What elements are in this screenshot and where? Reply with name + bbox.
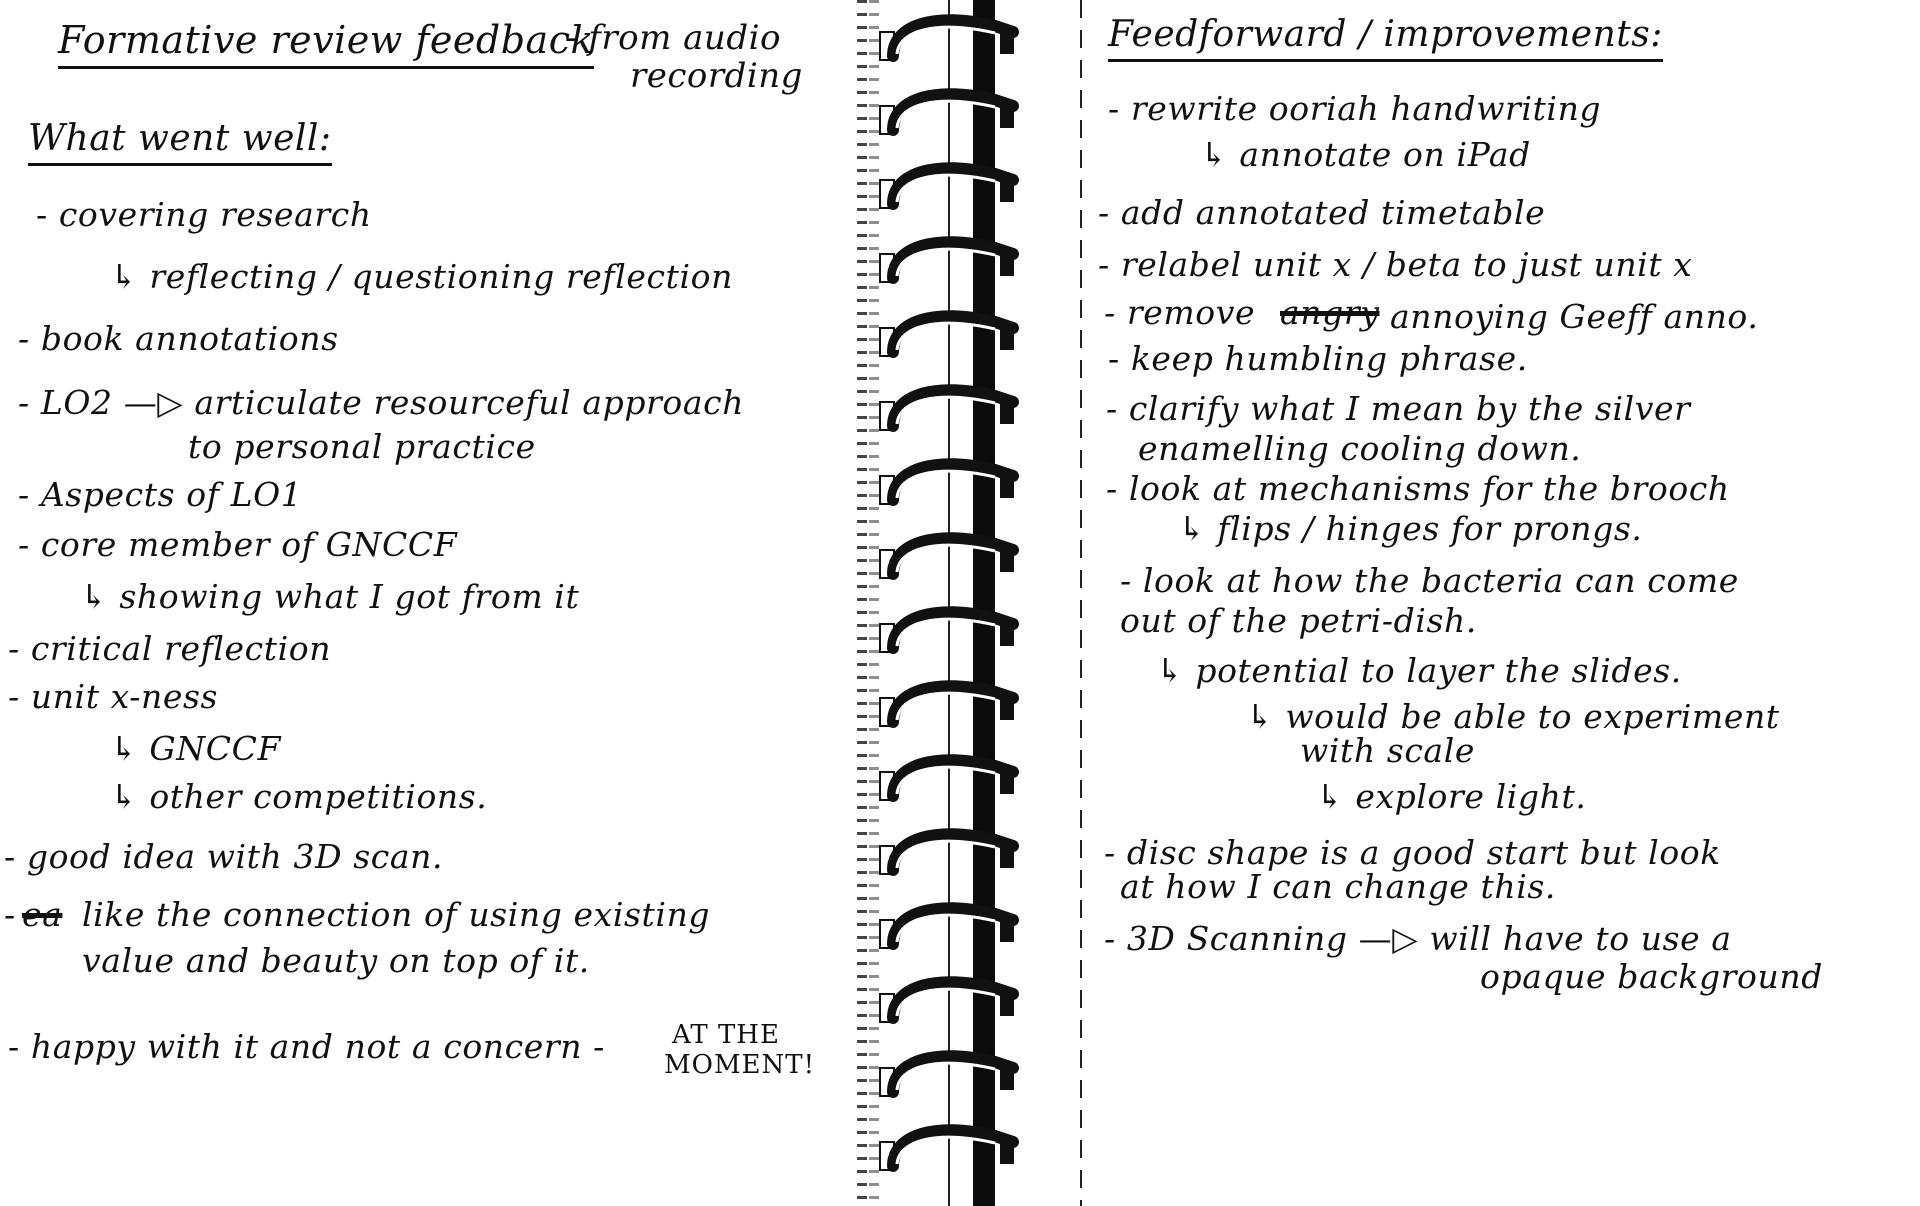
binding-ring bbox=[880, 982, 1014, 1022]
ring-arc bbox=[893, 612, 1013, 648]
list-item: like the connection of using existing bbox=[82, 895, 711, 934]
ring-tail bbox=[1000, 620, 1014, 646]
list-item: - clarify what I mean by the silver bbox=[1106, 389, 1691, 428]
list-item: - look at mechanisms for the brooch bbox=[1106, 469, 1730, 508]
ring-arc bbox=[893, 538, 1013, 574]
spiral-binding bbox=[845, 0, 1095, 1206]
ring-arc bbox=[893, 20, 1013, 56]
list-item: - happy with it and not a concern - bbox=[8, 1027, 605, 1066]
ring-arc bbox=[893, 1130, 1013, 1166]
list-item: opaque background bbox=[1480, 957, 1823, 996]
binding-ring bbox=[880, 908, 1014, 948]
ring-tail bbox=[1000, 916, 1014, 942]
ring-arc bbox=[893, 908, 1013, 944]
left-page bbox=[0, 0, 850, 1206]
list-item: - add annotated timetable bbox=[1098, 193, 1546, 232]
list-item: - critical reflection bbox=[8, 629, 332, 668]
list-item: with scale bbox=[1300, 731, 1475, 770]
binding-ring bbox=[880, 316, 1014, 356]
list-item: - keep humbling phrase. bbox=[1108, 339, 1528, 378]
binding-ring bbox=[880, 1056, 1014, 1096]
ring-arc bbox=[893, 316, 1013, 352]
moment-note-line1: AT THE bbox=[672, 1020, 780, 1050]
ring-tail bbox=[1000, 176, 1014, 202]
list-item: at how I can change this. bbox=[1120, 867, 1557, 906]
list-item: ↳ GNCCF bbox=[110, 729, 281, 768]
right-page bbox=[1090, 0, 1920, 1206]
binding-ring bbox=[880, 760, 1014, 800]
ring-arc bbox=[893, 760, 1013, 796]
list-item: ↳ flips / hinges for prongs. bbox=[1178, 509, 1643, 548]
list-item: to personal practice bbox=[188, 427, 536, 466]
list-item: - LO2 —▷ articulate resourceful approach bbox=[18, 383, 745, 422]
struck-word: angry bbox=[1280, 293, 1380, 332]
list-item: ↳ other competitions. bbox=[110, 777, 488, 816]
ring-arc bbox=[893, 464, 1013, 500]
binding-ring bbox=[880, 834, 1014, 874]
ring-tail bbox=[1000, 546, 1014, 572]
page-subtitle-line1: - from audio bbox=[565, 18, 781, 58]
ring-tail bbox=[1000, 324, 1014, 350]
list-item: - unit x-ness bbox=[8, 677, 219, 716]
list-item: - good idea with 3D scan. bbox=[4, 837, 444, 876]
binding-ring bbox=[880, 20, 1014, 60]
ring-tail bbox=[1000, 1064, 1014, 1090]
binding-ring bbox=[880, 168, 1014, 208]
list-item: - core member of GNCCF bbox=[18, 525, 458, 564]
section-heading-went-well: What went well: bbox=[28, 118, 332, 166]
ring-arc bbox=[893, 686, 1013, 722]
ring-tail bbox=[1000, 1138, 1014, 1164]
moment-note-line2: MOMENT! bbox=[664, 1050, 816, 1080]
list-item: - 3D Scanning —▷ will have to use a bbox=[1104, 919, 1732, 958]
list-item: ↳ would be able to experiment bbox=[1246, 697, 1780, 736]
ring-arc bbox=[893, 834, 1013, 870]
ring-tail bbox=[1000, 28, 1014, 54]
list-item: ↳ annotate on iPad bbox=[1200, 135, 1531, 174]
binding-ring bbox=[880, 612, 1014, 652]
list-item: - rewrite ooriah handwriting bbox=[1108, 89, 1602, 128]
list-item: ↳ showing what I got from it bbox=[80, 577, 580, 616]
ring-arc bbox=[893, 390, 1013, 426]
ring-tail bbox=[1000, 398, 1014, 424]
binding-ring bbox=[880, 1130, 1014, 1170]
ring-tail bbox=[1000, 990, 1014, 1016]
binding-ring bbox=[880, 538, 1014, 578]
binding-ring bbox=[880, 390, 1014, 430]
page-subtitle-line2: recording bbox=[630, 56, 803, 96]
ring-tail bbox=[1000, 102, 1014, 128]
ring-arc bbox=[893, 982, 1013, 1018]
list-item: - Aspects of LO1 bbox=[18, 475, 303, 514]
ring-tail bbox=[1000, 250, 1014, 276]
list-item: ↳ potential to layer the slides. bbox=[1156, 651, 1682, 690]
list-item: - disc shape is a good start but look bbox=[1104, 833, 1721, 872]
list-item: out of the petri-dish. bbox=[1120, 601, 1477, 640]
list-item-bullet: - bbox=[4, 895, 16, 934]
list-item: annoying Geeff anno. bbox=[1390, 297, 1759, 336]
list-item: - covering research bbox=[36, 195, 372, 234]
ring-arc bbox=[893, 242, 1013, 278]
struck-word: ea bbox=[22, 895, 63, 934]
ring-tail bbox=[1000, 694, 1014, 720]
list-item: - book annotations bbox=[18, 319, 339, 358]
binding-ring bbox=[880, 94, 1014, 134]
list-item: ↳ reflecting / questioning reflection bbox=[110, 257, 733, 296]
list-item: - remove bbox=[1104, 293, 1256, 332]
list-item: value and beauty on top of it. bbox=[82, 941, 590, 980]
list-item: ↳ explore light. bbox=[1316, 777, 1587, 816]
page-title: Formative review feedback bbox=[58, 18, 594, 69]
ring-tail bbox=[1000, 842, 1014, 868]
list-item: - look at how the bacteria can come bbox=[1120, 561, 1739, 600]
binding-ring bbox=[880, 464, 1014, 504]
ring-arc bbox=[893, 1056, 1013, 1092]
ring-tail bbox=[1000, 768, 1014, 794]
ring-arc bbox=[893, 94, 1013, 130]
ring-tail bbox=[1000, 472, 1014, 498]
list-item: - relabel unit x / beta to just unit x bbox=[1098, 245, 1693, 284]
list-item: enamelling cooling down. bbox=[1138, 429, 1582, 468]
feedforward-heading: Feedforward / improvements: bbox=[1108, 14, 1663, 62]
binding-ring bbox=[880, 686, 1014, 726]
ring-set bbox=[845, 0, 1095, 1206]
ring-arc bbox=[893, 168, 1013, 204]
binding-ring bbox=[880, 242, 1014, 282]
